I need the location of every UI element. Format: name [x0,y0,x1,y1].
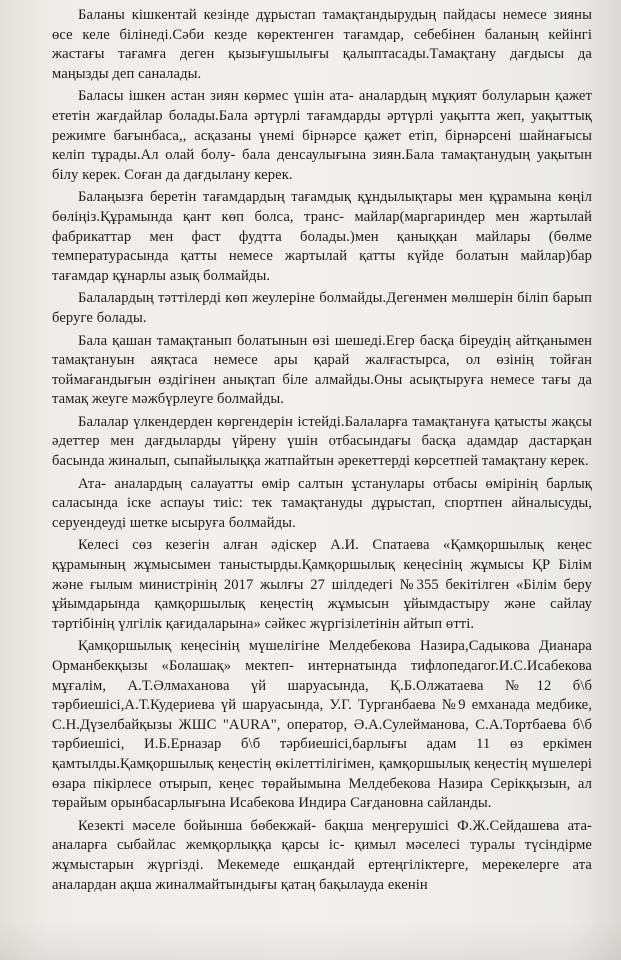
document-body [52,6,592,897]
paragraph-8: Келесі сөз кезегін алған әдіскер А.И. Спатаева «Қамқоршылық кеңес құрамының жұмысымен таныстырды.Қамқоршылық кеңесінің жұмысы ҚР Білім және ғылым министрінің 2017 жылғы 27 шілдедегі №355 бекітілген «Білім беру ұйымдарында қамқоршылық кеңестің жұмысын ұйымдастыру және сайлау тәртібінің үлгілік қағидаларына» сәйкес жүргізілетінін айтып өтті. [52,537,592,632]
paragraph-7: Ата- аналардың салауатты өмір салтын ұстанулары отбасы өмірінің барлық саласында іске аспауы тиіс: тек тамақтануды дұрыстап, спортпен айналысуды, серуендеуді шетке ысыруға болмайды. [52,475,592,531]
page-shadow [0,920,621,960]
paragraph-4: Балалардың тәттілерді көп жеулеріне болмайды.Дегенмен мөлшерін біліп барып беруге болады. [52,290,592,326]
paragraph-9: Қамқоршылық кеңесінің мүшелігіне Мелдебекова Назира,Садыкова Дианара Орманбекқызы «Болашақ» мектеп- интернатында тифлопедагог.И.С.Исабекова мұғалім, А.Т.Әлмаханова үй шаруасында, Қ.Б.Олжатаева №12 б\б тәрбиешісі,А.Т.Кудериева үй шаруасында, У.Г. Турганбаева №9 емханада медбике, С.Н.Дүзелбайқызы ЖШС "AURA", оператор, Ә.А.Сулейманова, С.А.Тортбаева б\б тәрбиешісі, И.Б.Ерназар б\б тәрбиешісі,барлығы адам 11 өз еркімен қамтылды.Қамқоршылық кеңестің өкілеттілігімен, қамқоршылық кеңестің мүшелері өзара пікірлесе отырып, кеңес төрайымына Мелдебекова Назира Серікқызын, ал төрайым орынбасарлығына Исабекова Индира Сағдановна сайланды. [52,638,592,812]
paragraph-1: Баланы кішкентай кезінде дұрыстап тамақтандырудың пайдасы немесе зияны өсе келе білінеді.Сәби кезде көректенген тағамдар, себебінен баланың кейінгі жастағы тағамға деген қызығушылығы қалыптасады.Тамақтану дағдысы да маңызды деп саналады. [52,7,592,82]
paragraph-10: Кезекті мәселе бойынша бөбекжай- бақша меңгерушісі Ф.Ж.Сейдашева ата- аналарға сыбайлас жемқорлыққа қарсы іс- қимыл мәселесі туралы түсіндірме жұмыстарын жүргізді. Мекемеде ешқандай ертеңгіліктерге, мерекелерге ата аналардан ақша жиналмайтындығы қатаң бақылауда екенін [52,817,592,893]
paragraph-2: Баласы ішкен астан зиян көрмес үшін ата- аналардың мұқият болуларын қажет ететін жағдайлар болады.Бала әртүрлі тағамдарды әртүрлі уақытта жеп, уақыттық режимге бағынбаса,, асқазаны үнемі бірнәрсе қажет етіп, бірнәрсені шайнағысы келіп тұрады.Ал олай болу- бала денсаулығына зиян.Бала тамақтанудың уақытын білу керек. Соған да дағдылану керек. [52,88,592,183]
paragraph-6: Балалар үлкендерден көргендерін істейді.Балаларға тамақтануға қатысты жақсы әдеттер мен дағдыларды үйрену үшін отбасындағы басқа адамдар дастарқан басында жиналып, сыпайылыққа жатпайтын әрекеттерді көрсетпей тамақтану керек. [52,413,592,470]
paragraph-3: Балаңызға беретін тағамдардың тағамдық құндылықтары мен құрамына көңіл бөліңіз.Құрамында қант көп болса, транс- майлар(маргариндер мен жартылай фабрикаттар мен фаст фудтта болады.)мен қаныққан майлары (бөлме температурасында қатты немесе жартылай қатты күйде болатын майлар)бар тағамдар құнарлы азық болмайды. [52,189,592,284]
paragraph-5: Бала қашан тамақтанып болатынын өзі шешеді.Егер басқа біреудің айтқанымен тамақтануын аяқтаса немесе ары қарай жалғастырса, ол өзінің тойған тоймағандығын өздігінен анықтап біле алмайды.Оны асықтыруға немесе тағы да тамақ жеуге мәжбүрлеуге болмайды. [52,332,592,408]
